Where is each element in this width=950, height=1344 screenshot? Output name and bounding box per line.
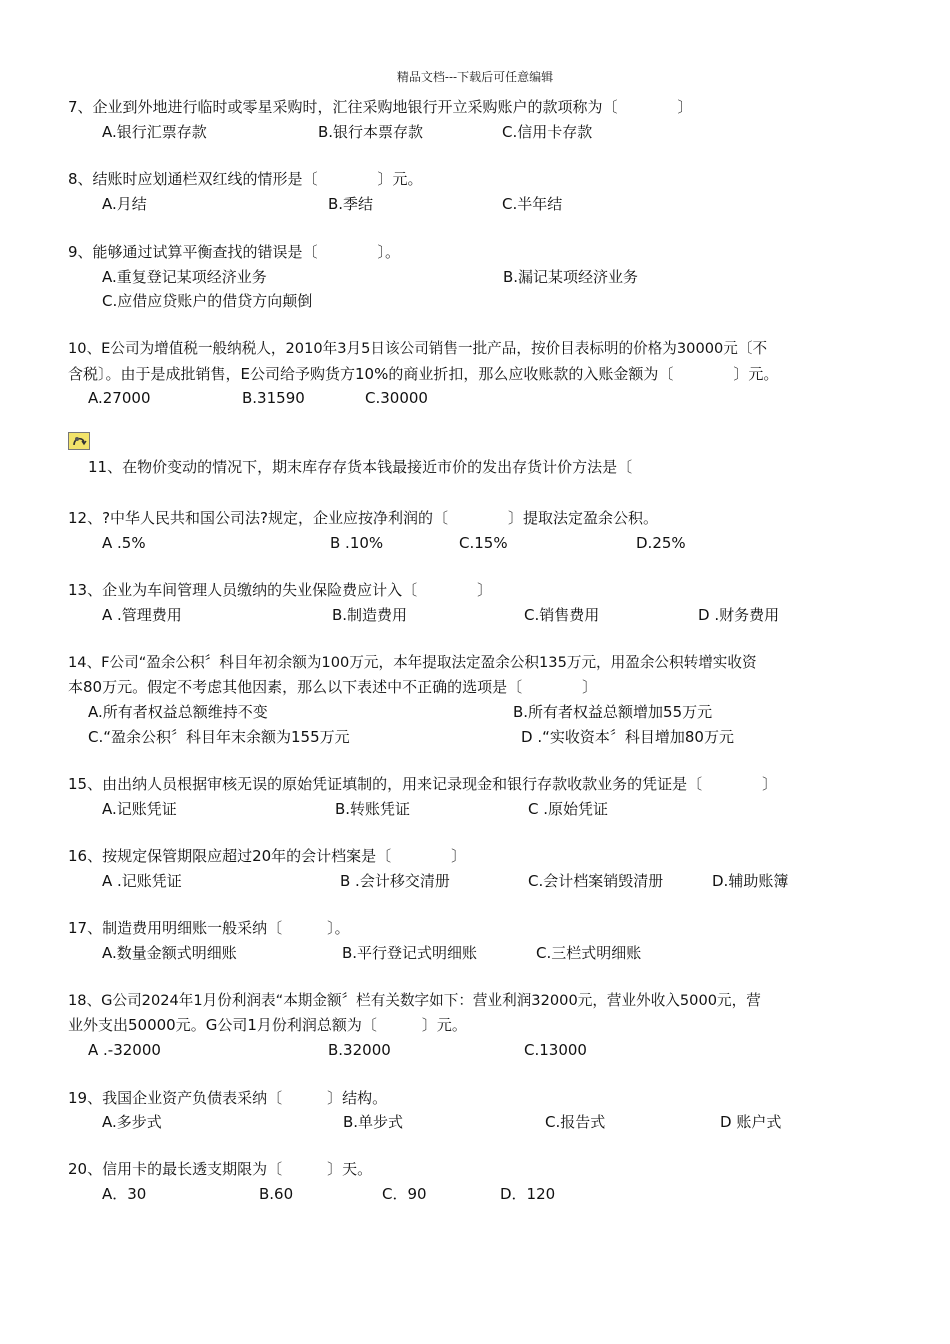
question-7-option-c: C.信用卡存款 — [502, 123, 593, 141]
question-14-stem-line-2: 本80万元。假定不考虑其他因素，那么以下表述中不正确的选项是〔 〕 — [68, 678, 598, 696]
question-19-stem: 19、我国企业资产负债表采纳〔 〕结构。 — [68, 1089, 388, 1107]
question-14-stem-line-1: 14、F公司“盈余公积〞科目年初余额为100万元，本年提取法定盈余公积135万元，用盈余公积转增实收资 — [68, 654, 757, 671]
question-8-stem: 8、结账时应划通栏双红线的情形是〔 〕元。 — [68, 170, 423, 188]
question-17-option-c: C.三栏式明细账 — [536, 944, 642, 962]
question-19-option-b: B.单步式 — [343, 1113, 404, 1131]
question-18-stem-line-1: 18、G公司2024年1月份利润表“本期金额〞栏有关数字如下：营业利润32000元，营业外收入5000元，营 — [68, 992, 761, 1009]
question-13-option-a: A .管理费用 — [102, 606, 182, 624]
question-16-stem: 16、按规定保管期限应超过20年的会计档案是〔 〕 — [68, 847, 467, 865]
question-19-option-d: D 账户式 — [720, 1113, 782, 1131]
question-8-option-a: A.月结 — [102, 195, 147, 213]
question-20-option-c: C．90 — [382, 1185, 427, 1203]
question-16-option-a: A .记账凭证 — [102, 872, 182, 890]
question-9-option-b: B.漏记某项经济业务 — [503, 268, 639, 286]
question-20-option-d: D．120 — [500, 1185, 556, 1203]
question-14-option-b: B.所有者权益总额增加55万元 — [513, 703, 713, 721]
question-7-option-b: B.银行本票存款 — [318, 123, 424, 141]
page-header: 精品文档---下载后可任意编辑 — [396, 70, 554, 84]
question-17-option-b: B.平行登记式明细账 — [342, 944, 478, 962]
question-13-option-b: B.制造费用 — [332, 606, 408, 624]
question-17-stem: 17、制造费用明细账一般采纳〔 〕。 — [68, 919, 350, 937]
question-17-option-a: A.数量金额式明细账 — [102, 944, 237, 962]
question-13-option-c: C.销售费用 — [524, 606, 600, 624]
question-10-stem-line-2: 含税〕。由于是成批销售，E公司给予购货方10%的商业折扣，那么应收账款的入账金额为〔 〕元。 — [68, 365, 779, 383]
question-11-stem: 11、在物价变动的情况下，期末库存存货本钱最接近市价的发出存货计价方法是〔 — [88, 458, 633, 476]
question-18-option-b: B.32000 — [328, 1041, 391, 1059]
question-9-option-a: A.重复登记某项经济业务 — [102, 268, 267, 286]
question-19-option-c: C.报告式 — [545, 1113, 606, 1131]
question-16-option-c: C.会计档案销毁清册 — [528, 872, 664, 890]
question-12-option-b: B .10% — [330, 534, 384, 552]
question-18-option-c: C.13000 — [524, 1041, 587, 1059]
question-12-option-d: D.25% — [636, 534, 686, 552]
question-9-option-c: C.应借应贷账户的借贷方向颠倒 — [102, 292, 313, 310]
question-10-stem-line-1: 10、E公司为增值税一般纳税人，2010年3月5日该公司销售一批产品，按价目表标明的价格为30000元〔不 — [68, 340, 768, 357]
question-7-stem: 7、企业到外地进行临时或零星采购时，汇往采购地银行开立采购账户的款项称为〔 〕 — [68, 98, 693, 116]
question-12-option-c: C.15% — [459, 534, 508, 552]
question-16-option-d: D.辅助账簿 — [712, 872, 789, 890]
question-15-option-c: C .原始凭证 — [528, 800, 609, 818]
question-16-option-b: B .会计移交清册 — [340, 872, 450, 890]
question-10-option-a: A.27000 — [88, 389, 151, 407]
question-8-option-b: B.季结 — [328, 195, 374, 213]
question-20-stem: 20、信用卡的最长透支期限为〔 〕天。 — [68, 1160, 373, 1178]
question-9-stem: 9、能够通过试算平衡查找的错误是〔 〕。 — [68, 243, 401, 261]
question-12-option-a: A .5% — [102, 534, 146, 552]
question-14-option-a: A.所有者权益总额维持不变 — [88, 703, 268, 721]
question-12-stem: 12、?中华人民共和国公司法?规定，企业应按净利润的〔 〕提取法定盈余公积。 — [68, 509, 659, 527]
question-20-option-a: A．30 — [102, 1185, 147, 1203]
question-18-stem-line-2: 业外支出50000元。G公司1月份利润总额为〔 〕元。 — [68, 1016, 467, 1034]
question-19-option-a: A.多步式 — [102, 1113, 162, 1131]
question-15-option-b: B.转账凭证 — [335, 800, 411, 818]
question-15-option-a: A.记账凭证 — [102, 800, 177, 818]
question-8-option-c: C.半年结 — [502, 195, 563, 213]
question-10-option-c: C.30000 — [365, 389, 428, 407]
question-13-stem: 13、企业为车间管理人员缴纳的失业保险费应计入〔 〕 — [68, 581, 493, 599]
question-15-stem: 15、由出纳人员根据审核无误的原始凭证填制的，用来记录现金和银行存款收款业务的凭证是〔 〕 — [68, 775, 778, 793]
question-7-option-a: A.银行汇票存款 — [102, 123, 207, 141]
question-18-option-a: A .-32000 — [88, 1041, 161, 1059]
question-14-option-d: D .“实收资本〞科目增加80万元 — [521, 728, 734, 746]
question-14-option-c: C.“盈余公积〞科目年末余额为155万元 — [88, 728, 350, 746]
question-10-option-b: B.31590 — [242, 389, 305, 407]
question-20-option-b: B.60 — [259, 1185, 294, 1203]
embedded-object-icon — [68, 432, 90, 450]
question-13-option-d: D .财务费用 — [698, 606, 780, 624]
